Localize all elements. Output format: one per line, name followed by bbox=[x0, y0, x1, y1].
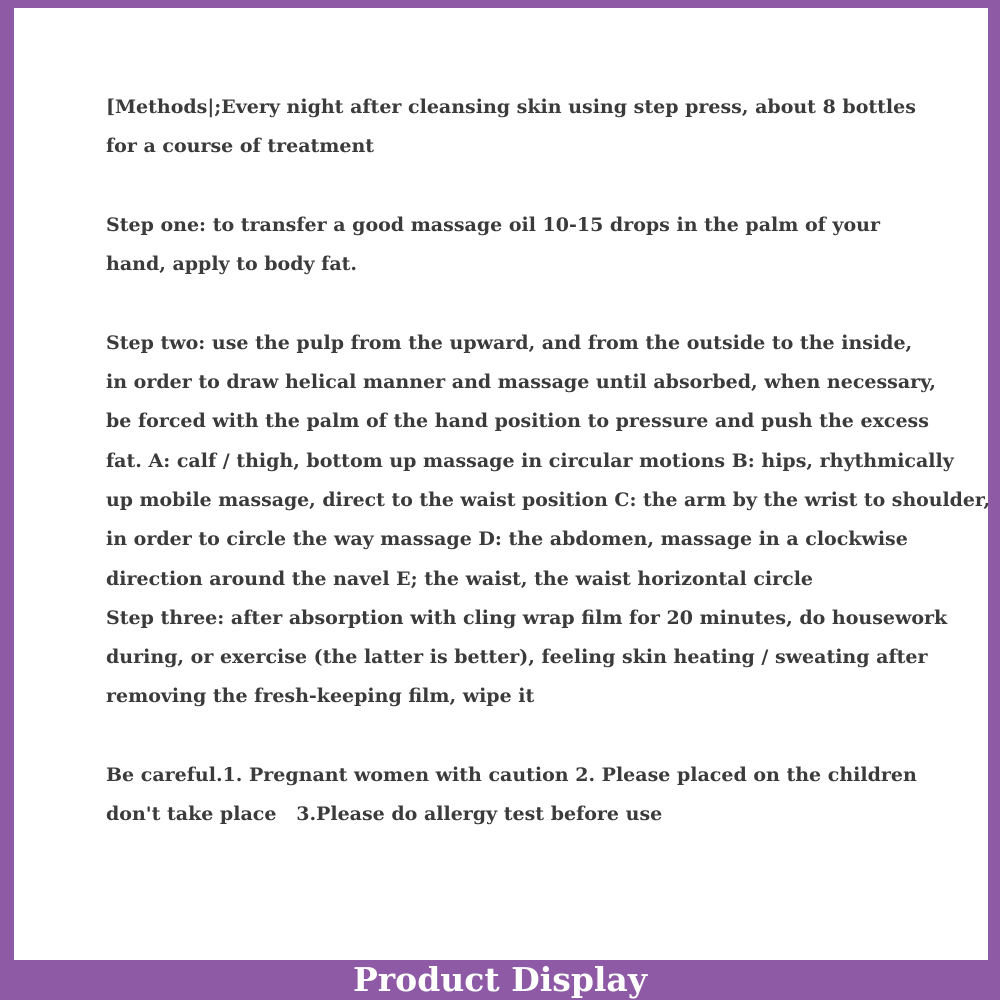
step-three-line-2: during, or exercise (the latter is better), feeling skin heating / sweating after bbox=[106, 646, 928, 669]
step-one-line-1: Step one: to transfer a good massage oil 10-15 drops in the palm of your bbox=[106, 213, 880, 236]
product-display-title: Product Display bbox=[352, 960, 647, 999]
step-two-line-1: Step two: use the pulp from the upward, and from the outside to the inside, bbox=[106, 331, 913, 354]
spacer bbox=[106, 284, 976, 323]
step-three-line-1: Step three: after absorption with cling wrap film for 20 minutes, do housework bbox=[106, 606, 948, 629]
step-two-line-6: in order to circle the way massage D: the abdomen, massage in a clockwise bbox=[106, 528, 908, 551]
careful-line-1: Be careful.1. Pregnant women with caution 2. Please placed on the children bbox=[106, 764, 917, 787]
step-two-line-5: up mobile massage, direct to the waist position C: the arm by the wrist to shoulder, bbox=[106, 488, 991, 511]
spacer bbox=[106, 167, 976, 206]
step-one-line-2: hand, apply to body fat. bbox=[106, 253, 358, 276]
step-two-line-7: direction around the navel E; the waist, the waist horizontal circle bbox=[106, 567, 814, 590]
careful-line-2: don't take place 3.Please do allergy test before use bbox=[106, 803, 663, 826]
step-three-line-3: removing the fresh-keeping film, wipe it bbox=[106, 685, 535, 708]
step-two-line-4: fat. A: calf / thigh, bottom up massage in circular motions B: hips, rhythmically bbox=[106, 449, 954, 472]
methods-line-2: for a course of treatment bbox=[106, 135, 375, 158]
step-two-line-2: in order to draw helical manner and massage until absorbed, when necessary, bbox=[106, 371, 937, 394]
methods-line-1: [Methods|;Every night after cleansing skin using step press, about 8 bottles bbox=[106, 96, 916, 118]
step-two-line-3: be forced with the palm of the hand position to pressure and push the excess bbox=[106, 410, 929, 433]
spacer bbox=[106, 717, 976, 756]
instructions-text bbox=[106, 88, 991, 835]
